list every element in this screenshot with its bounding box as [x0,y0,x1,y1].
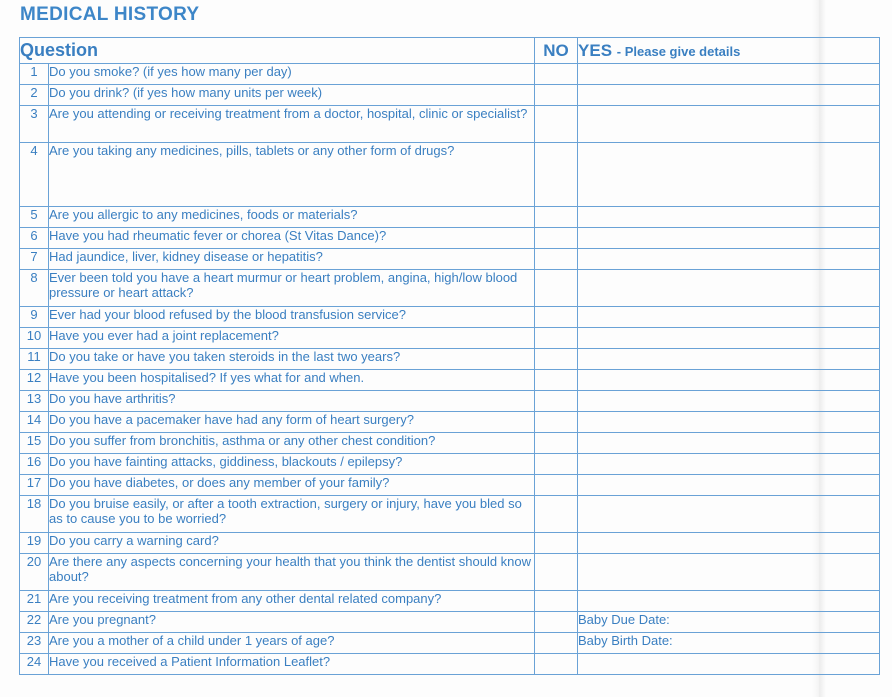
yes-details-cell[interactable] [578,454,880,475]
no-answer-cell[interactable] [535,349,578,370]
yes-details-cell[interactable] [578,143,880,207]
question-number: 12 [20,370,49,391]
yes-details-cell[interactable] [578,475,880,496]
question-row-10 [20,328,880,349]
question-text: Do you have arthritis? [49,391,535,412]
question-number: 21 [20,591,49,612]
table-header-row [20,38,880,64]
question-number: 9 [20,307,49,328]
yes-column-header [578,38,880,64]
question-number: 4 [20,143,49,207]
no-answer-cell[interactable] [535,106,578,143]
question-text: Do you bruise easily, or after a tooth extraction, surgery or injury, have you bled so as to cause you to be worried? [49,496,535,533]
question-row-8 [20,270,880,307]
question-number: 24 [20,654,49,675]
question-text: Ever had your blood refused by the blood transfusion service? [49,307,535,328]
question-row-6 [20,228,880,249]
yes-details-cell[interactable] [578,591,880,612]
question-number: 3 [20,106,49,143]
question-row-7 [20,249,880,270]
baby-birth-date-field[interactable]: Baby Birth Date: [578,633,880,654]
question-number: 11 [20,349,49,370]
no-answer-cell[interactable] [535,143,578,207]
question-text: Have you been hospitalised? If yes what for and when. [49,370,535,391]
question-text: Are you allergic to any medicines, foods or materials? [49,207,535,228]
question-text: Are you a mother of a child under 1 years of age? [49,633,535,654]
question-row-16 [20,454,880,475]
question-number: 23 [20,633,49,654]
no-answer-cell[interactable] [535,612,578,633]
question-text: Had jaundice, liver, kidney disease or hepatitis? [49,249,535,270]
question-number: 13 [20,391,49,412]
no-answer-cell[interactable] [535,391,578,412]
question-row-5 [20,207,880,228]
question-row-22 [20,612,880,633]
question-text: Are you receiving treatment from any other dental related company? [49,591,535,612]
yes-details-cell[interactable] [578,533,880,554]
question-number: 5 [20,207,49,228]
question-row-24 [20,654,880,675]
question-number: 14 [20,412,49,433]
no-answer-cell[interactable] [535,270,578,307]
yes-details-cell[interactable] [578,270,880,307]
no-answer-cell[interactable] [535,207,578,228]
no-answer-cell[interactable] [535,228,578,249]
question-row-3 [20,106,880,143]
question-row-23 [20,633,880,654]
question-number: 20 [20,554,49,591]
question-row-20 [20,554,880,591]
medical-history-table [19,37,880,675]
yes-details-cell[interactable] [578,249,880,270]
baby-due-date-field[interactable]: Baby Due Date: [578,612,880,633]
question-number: 16 [20,454,49,475]
question-number: 19 [20,533,49,554]
question-row-11 [20,349,880,370]
no-answer-cell[interactable] [535,307,578,328]
question-row-14 [20,412,880,433]
yes-details-cell[interactable] [578,433,880,454]
yes-details-cell[interactable] [578,85,880,106]
question-row-21 [20,591,880,612]
question-row-1 [20,64,880,85]
yes-details-note: - Please give details [616,43,741,59]
question-row-4 [20,143,880,207]
yes-details-cell[interactable] [578,228,880,249]
no-answer-cell[interactable] [535,64,578,85]
question-text: Are you pregnant? [49,612,535,633]
yes-details-cell[interactable] [578,654,880,675]
question-row-18 [20,496,880,533]
yes-label: YES [578,40,613,60]
form-title: MEDICAL HISTORY [20,4,200,25]
question-row-15 [20,433,880,454]
no-answer-cell[interactable] [535,370,578,391]
question-row-13 [20,391,880,412]
question-row-19 [20,533,880,554]
question-row-9 [20,307,880,328]
question-text: Have you received a Patient Information Leaflet? [49,654,535,675]
question-text: Do you have fainting attacks, giddiness, blackouts / epilepsy? [49,454,535,475]
question-text: Do you take or have you taken steroids in the last two years? [49,349,535,370]
question-text: Have you ever had a joint replacement? [49,328,535,349]
no-answer-cell[interactable] [535,85,578,106]
yes-details-cell[interactable] [578,207,880,228]
question-number: 18 [20,496,49,533]
yes-details-cell[interactable] [578,554,880,591]
question-row-2 [20,85,880,106]
question-number: 10 [20,328,49,349]
yes-details-cell[interactable] [578,307,880,328]
no-answer-cell[interactable] [535,249,578,270]
question-number: 7 [20,249,49,270]
no-answer-cell[interactable] [535,475,578,496]
question-text: Have you had rheumatic fever or chorea (St Vitas Dance)? [49,228,535,249]
no-answer-cell[interactable] [535,454,578,475]
yes-details-cell[interactable] [578,328,880,349]
question-number: 1 [20,64,49,85]
question-number: 6 [20,228,49,249]
no-answer-cell[interactable] [535,496,578,533]
no-column-header: NO [535,38,578,64]
yes-details-cell[interactable] [578,370,880,391]
no-answer-cell[interactable] [535,328,578,349]
no-answer-cell[interactable] [535,654,578,675]
question-text: Are there any aspects concerning your health that you think the dentist should know about? [49,554,535,591]
yes-details-cell[interactable] [578,106,880,143]
yes-details-cell[interactable] [578,349,880,370]
question-row-12 [20,370,880,391]
question-text: Do you have diabetes, or does any member of your family? [49,475,535,496]
question-text: Do you carry a warning card? [49,533,535,554]
question-number: 8 [20,270,49,307]
yes-details-cell[interactable] [578,64,880,85]
no-answer-cell[interactable] [535,633,578,654]
question-text: Ever been told you have a heart murmur or heart problem, angina, high/low blood pressure or heart attack? [49,270,535,307]
question-column-header: Question [20,38,535,64]
yes-details-cell[interactable] [578,391,880,412]
no-answer-cell[interactable] [535,554,578,591]
question-text: Do you drink? (if yes how many units per week) [49,85,535,106]
no-answer-cell[interactable] [535,412,578,433]
question-text: Are you attending or receiving treatment from a doctor, hospital, clinic or specialist? [49,106,535,143]
yes-details-cell[interactable] [578,412,880,433]
question-text: Are you taking any medicines, pills, tablets or any other form of drugs? [49,143,535,207]
no-answer-cell[interactable] [535,533,578,554]
question-text: Do you suffer from bronchitis, asthma or any other chest condition? [49,433,535,454]
question-number: 17 [20,475,49,496]
question-number: 15 [20,433,49,454]
question-number: 2 [20,85,49,106]
question-row-17 [20,475,880,496]
question-text: Do you have a pacemaker have had any form of heart surgery? [49,412,535,433]
yes-details-cell[interactable] [578,496,880,533]
no-answer-cell[interactable] [535,591,578,612]
no-answer-cell[interactable] [535,433,578,454]
question-text: Do you smoke? (if yes how many per day) [49,64,535,85]
question-number: 22 [20,612,49,633]
